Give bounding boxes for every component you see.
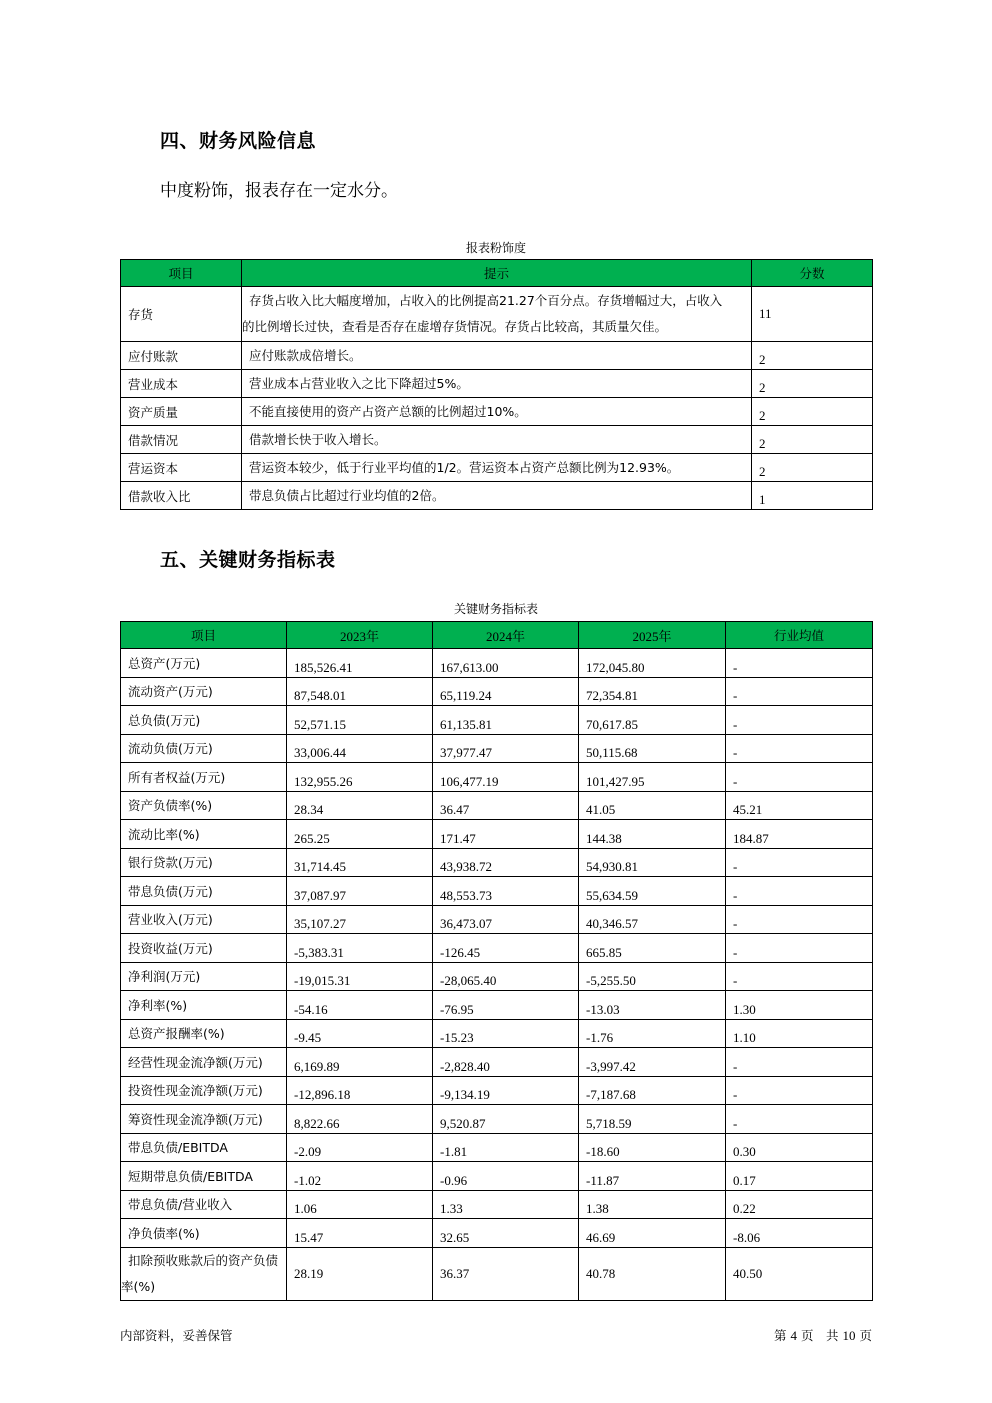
row-value-industry: 0.30 bbox=[726, 1133, 873, 1162]
row-item-line2: 率(%) bbox=[121, 1278, 156, 1294]
table-row bbox=[121, 820, 873, 849]
row-value-y2025: 54,930.81 bbox=[579, 848, 726, 877]
row-value-industry: 40.50 bbox=[726, 1247, 873, 1300]
row-value-y2024: 48,553.73 bbox=[433, 877, 579, 906]
row-score: 2 bbox=[752, 426, 873, 454]
row-value-industry: - bbox=[726, 962, 873, 991]
row-item: 筹资性现金流净额(万元) bbox=[121, 1105, 287, 1134]
row-value-y2023: 87,548.01 bbox=[287, 677, 433, 706]
row-value-y2023: 28.19 bbox=[287, 1247, 433, 1300]
row-value-y2023: -2.09 bbox=[287, 1133, 433, 1162]
risk-table-caption: 报表粉饰度 bbox=[465, 241, 526, 255]
table-row bbox=[121, 1247, 873, 1300]
row-value-industry: 0.22 bbox=[726, 1190, 873, 1219]
row-value-y2023: 52,571.15 bbox=[287, 706, 433, 735]
row-value-y2023: 185,526.41 bbox=[287, 649, 433, 678]
page-total: 10 bbox=[842, 1328, 856, 1343]
row-item: 营业收入(万元) bbox=[121, 905, 287, 934]
row-item: 所有者权益(万元) bbox=[121, 763, 287, 792]
row-value-y2025: -1.76 bbox=[579, 1019, 726, 1048]
row-value-y2025: 72,354.81 bbox=[579, 677, 726, 706]
page-suffix: 页 bbox=[859, 1328, 872, 1343]
row-value-y2025: -18.60 bbox=[579, 1133, 726, 1162]
row-value-y2024: -9,134.19 bbox=[433, 1076, 579, 1105]
table-row bbox=[121, 482, 873, 510]
row-item: 总资产(万元) bbox=[121, 649, 287, 678]
row-value-industry: -8.06 bbox=[726, 1219, 873, 1248]
row-item: 总负债(万元) bbox=[121, 706, 287, 735]
row-score: 2 bbox=[752, 342, 873, 370]
row-item: 净负债率(%) bbox=[121, 1219, 287, 1248]
row-value-y2024: 9,520.87 bbox=[433, 1105, 579, 1134]
row-item bbox=[121, 1247, 287, 1300]
row-item: 流动比率(%) bbox=[121, 820, 287, 849]
row-value-y2023: -5,383.31 bbox=[287, 934, 433, 963]
row-value-y2024: 36.47 bbox=[433, 791, 579, 820]
header-item: 项目 bbox=[121, 622, 287, 649]
row-item: 带息负债/EBITDA bbox=[121, 1133, 287, 1162]
section4-intro: 中度粉饰，报表存在一定水分。 bbox=[160, 181, 398, 201]
row-value-y2023: 35,107.27 bbox=[287, 905, 433, 934]
row-value-industry: - bbox=[726, 1105, 873, 1134]
row-value-y2024: 61,135.81 bbox=[433, 706, 579, 735]
footer-note: 内部资料，妥善保管 bbox=[120, 1328, 233, 1343]
row-hint bbox=[242, 287, 752, 342]
header-2023: 2023年 bbox=[287, 622, 433, 649]
section5-heading: 五、关键财务指标表 bbox=[160, 549, 336, 571]
row-value-y2025: 1.38 bbox=[579, 1190, 726, 1219]
row-value-y2025: -3,997.42 bbox=[579, 1048, 726, 1077]
row-value-y2025: 101,427.95 bbox=[579, 763, 726, 792]
row-value-y2025: 40,346.57 bbox=[579, 905, 726, 934]
row-value-y2024: -2,828.40 bbox=[433, 1048, 579, 1077]
row-value-industry: - bbox=[726, 1048, 873, 1077]
table-row bbox=[121, 706, 873, 735]
row-item: 流动负债(万元) bbox=[121, 734, 287, 763]
row-hint-line1: 存货占收入比大幅度增加，占收入的比例提高21.27个百分点。存货增幅过大，占收入 bbox=[249, 293, 723, 308]
row-value-industry: - bbox=[726, 677, 873, 706]
row-value-y2025: -7,187.68 bbox=[579, 1076, 726, 1105]
row-item: 总资产报酬率(%) bbox=[121, 1019, 287, 1048]
table-row bbox=[121, 1019, 873, 1048]
row-value-y2024: 36,473.07 bbox=[433, 905, 579, 934]
row-item: 银行贷款(万元) bbox=[121, 848, 287, 877]
row-score: 1 bbox=[752, 482, 873, 510]
row-value-y2025: 665.85 bbox=[579, 934, 726, 963]
section4-heading: 四、财务风险信息 bbox=[160, 130, 317, 152]
table-row bbox=[121, 934, 873, 963]
risk-table-header bbox=[121, 260, 873, 287]
table-row bbox=[121, 962, 873, 991]
row-value-y2024: -28,065.40 bbox=[433, 962, 579, 991]
row-item: 带息负债(万元) bbox=[121, 877, 287, 906]
row-score: 2 bbox=[752, 454, 873, 482]
header-2025: 2025年 bbox=[579, 622, 726, 649]
row-item: 存货 bbox=[121, 287, 242, 342]
row-hint: 借款增长快于收入增长。 bbox=[242, 426, 752, 454]
table-row bbox=[121, 1105, 873, 1134]
row-value-y2023: 265.25 bbox=[287, 820, 433, 849]
row-value-industry: - bbox=[726, 706, 873, 735]
row-value-industry: 0.17 bbox=[726, 1162, 873, 1191]
table-row bbox=[121, 991, 873, 1020]
row-value-y2023: 15.47 bbox=[287, 1219, 433, 1248]
row-value-y2024: 36.37 bbox=[433, 1247, 579, 1300]
row-value-y2024: 37,977.47 bbox=[433, 734, 579, 763]
row-value-industry: 184.87 bbox=[726, 820, 873, 849]
kpi-table bbox=[120, 621, 873, 1301]
row-value-y2023: -54.16 bbox=[287, 991, 433, 1020]
row-value-y2024: -0.96 bbox=[433, 1162, 579, 1191]
row-value-industry: 1.10 bbox=[726, 1019, 873, 1048]
table-row bbox=[121, 287, 873, 342]
table-row bbox=[121, 677, 873, 706]
row-value-y2025: -5,255.50 bbox=[579, 962, 726, 991]
row-value-industry: - bbox=[726, 734, 873, 763]
row-value-industry: - bbox=[726, 877, 873, 906]
row-item: 借款情况 bbox=[121, 426, 242, 454]
row-value-y2023: 6,169.89 bbox=[287, 1048, 433, 1077]
row-value-y2025: 55,634.59 bbox=[579, 877, 726, 906]
row-value-y2025: 144.38 bbox=[579, 820, 726, 849]
table-row bbox=[121, 791, 873, 820]
row-item: 投资性现金流净额(万元) bbox=[121, 1076, 287, 1105]
row-value-y2023: -12,896.18 bbox=[287, 1076, 433, 1105]
row-item: 净利润(万元) bbox=[121, 962, 287, 991]
header-score: 分数 bbox=[752, 260, 873, 287]
row-value-industry: - bbox=[726, 905, 873, 934]
row-item: 带息负债/营业收入 bbox=[121, 1190, 287, 1219]
row-value-y2025: 46.69 bbox=[579, 1219, 726, 1248]
row-hint: 应付账款成倍增长。 bbox=[242, 342, 752, 370]
kpi-table-caption: 关键财务指标表 bbox=[453, 602, 538, 616]
row-value-y2023: 28.34 bbox=[287, 791, 433, 820]
row-item: 短期带息负债/EBITDA bbox=[121, 1162, 287, 1191]
table-row bbox=[121, 734, 873, 763]
page-prefix: 第 bbox=[774, 1328, 787, 1343]
page-current: 4 bbox=[790, 1328, 798, 1343]
row-value-y2025: 70,617.85 bbox=[579, 706, 726, 735]
row-item: 资产负债率(%) bbox=[121, 791, 287, 820]
kpi-table-header bbox=[121, 622, 873, 649]
row-value-y2024: 106,477.19 bbox=[433, 763, 579, 792]
table-row bbox=[121, 342, 873, 370]
footer-page-number bbox=[774, 1326, 872, 1344]
row-score: 11 bbox=[752, 287, 873, 342]
row-item: 资产质量 bbox=[121, 398, 242, 426]
row-value-y2025: -13.03 bbox=[579, 991, 726, 1020]
risk-table bbox=[120, 259, 873, 510]
row-value-y2024: 32.65 bbox=[433, 1219, 579, 1248]
row-item-line1: 扣除预收账款后的资产负债 bbox=[128, 1252, 279, 1268]
row-item: 营业成本 bbox=[121, 370, 242, 398]
row-value-industry: - bbox=[726, 763, 873, 792]
table-row bbox=[121, 1133, 873, 1162]
row-value-industry: 45.21 bbox=[726, 791, 873, 820]
table-row bbox=[121, 426, 873, 454]
table-row bbox=[121, 649, 873, 678]
table-row bbox=[121, 1219, 873, 1248]
row-hint: 不能直接使用的资产占资产总额的比例超过10%。 bbox=[242, 398, 752, 426]
row-item: 经营性现金流净额(万元) bbox=[121, 1048, 287, 1077]
row-hint: 营运资本较少，低于行业平均值的1/2。营运资本占资产总额比例为12.93%。 bbox=[242, 454, 752, 482]
table-row bbox=[121, 1162, 873, 1191]
row-value-y2024: 65,119.24 bbox=[433, 677, 579, 706]
row-score: 2 bbox=[752, 370, 873, 398]
row-score: 2 bbox=[752, 398, 873, 426]
row-value-industry: - bbox=[726, 1076, 873, 1105]
header-hint: 提示 bbox=[242, 260, 752, 287]
row-value-y2023: -9.45 bbox=[287, 1019, 433, 1048]
row-value-y2024: -1.81 bbox=[433, 1133, 579, 1162]
row-value-y2023: 1.06 bbox=[287, 1190, 433, 1219]
row-value-y2023: 31,714.45 bbox=[287, 848, 433, 877]
row-value-y2024: 1.33 bbox=[433, 1190, 579, 1219]
row-item: 投资收益(万元) bbox=[121, 934, 287, 963]
table-row bbox=[121, 848, 873, 877]
row-value-y2023: -1.02 bbox=[287, 1162, 433, 1191]
row-value-industry: - bbox=[726, 649, 873, 678]
row-hint: 营业成本占营业收入之比下降超过5%。 bbox=[242, 370, 752, 398]
row-item: 应付账款 bbox=[121, 342, 242, 370]
table-row bbox=[121, 1048, 873, 1077]
row-value-industry: - bbox=[726, 848, 873, 877]
row-value-y2025: -11.87 bbox=[579, 1162, 726, 1191]
row-value-y2023: -19,015.31 bbox=[287, 962, 433, 991]
row-value-y2025: 5,718.59 bbox=[579, 1105, 726, 1134]
header-2024: 2024年 bbox=[433, 622, 579, 649]
row-item: 借款收入比 bbox=[121, 482, 242, 510]
row-value-y2023: 132,955.26 bbox=[287, 763, 433, 792]
table-row bbox=[121, 905, 873, 934]
row-item: 净利率(%) bbox=[121, 991, 287, 1020]
page-mid: 页 共 bbox=[801, 1328, 839, 1343]
row-value-y2024: 171.47 bbox=[433, 820, 579, 849]
table-row bbox=[121, 370, 873, 398]
row-value-y2023: 37,087.97 bbox=[287, 877, 433, 906]
table-row bbox=[121, 763, 873, 792]
row-value-industry: - bbox=[726, 934, 873, 963]
row-value-y2024: -126.45 bbox=[433, 934, 579, 963]
row-value-y2023: 8,822.66 bbox=[287, 1105, 433, 1134]
row-value-y2025: 40.78 bbox=[579, 1247, 726, 1300]
row-value-industry: 1.30 bbox=[726, 991, 873, 1020]
row-value-y2024: 167,613.00 bbox=[433, 649, 579, 678]
row-value-y2024: -15.23 bbox=[433, 1019, 579, 1048]
row-item: 营运资本 bbox=[121, 454, 242, 482]
table-row bbox=[121, 454, 873, 482]
header-item: 项目 bbox=[121, 260, 242, 287]
row-hint-line2: 的比例增长过快，查看是否存在虚增存货情况。存货占比较高，其质量欠佳。 bbox=[242, 319, 668, 334]
row-value-y2025: 172,045.80 bbox=[579, 649, 726, 678]
table-row bbox=[121, 1076, 873, 1105]
row-item: 流动资产(万元) bbox=[121, 677, 287, 706]
row-hint: 带息负债占比超过行业均值的2倍。 bbox=[242, 482, 752, 510]
table-row bbox=[121, 877, 873, 906]
row-value-y2024: 43,938.72 bbox=[433, 848, 579, 877]
header-industry-average: 行业均值 bbox=[726, 622, 873, 649]
table-row bbox=[121, 398, 873, 426]
row-value-y2025: 41.05 bbox=[579, 791, 726, 820]
row-value-y2025: 50,115.68 bbox=[579, 734, 726, 763]
row-value-y2023: 33,006.44 bbox=[287, 734, 433, 763]
table-row bbox=[121, 1190, 873, 1219]
row-value-y2024: -76.95 bbox=[433, 991, 579, 1020]
